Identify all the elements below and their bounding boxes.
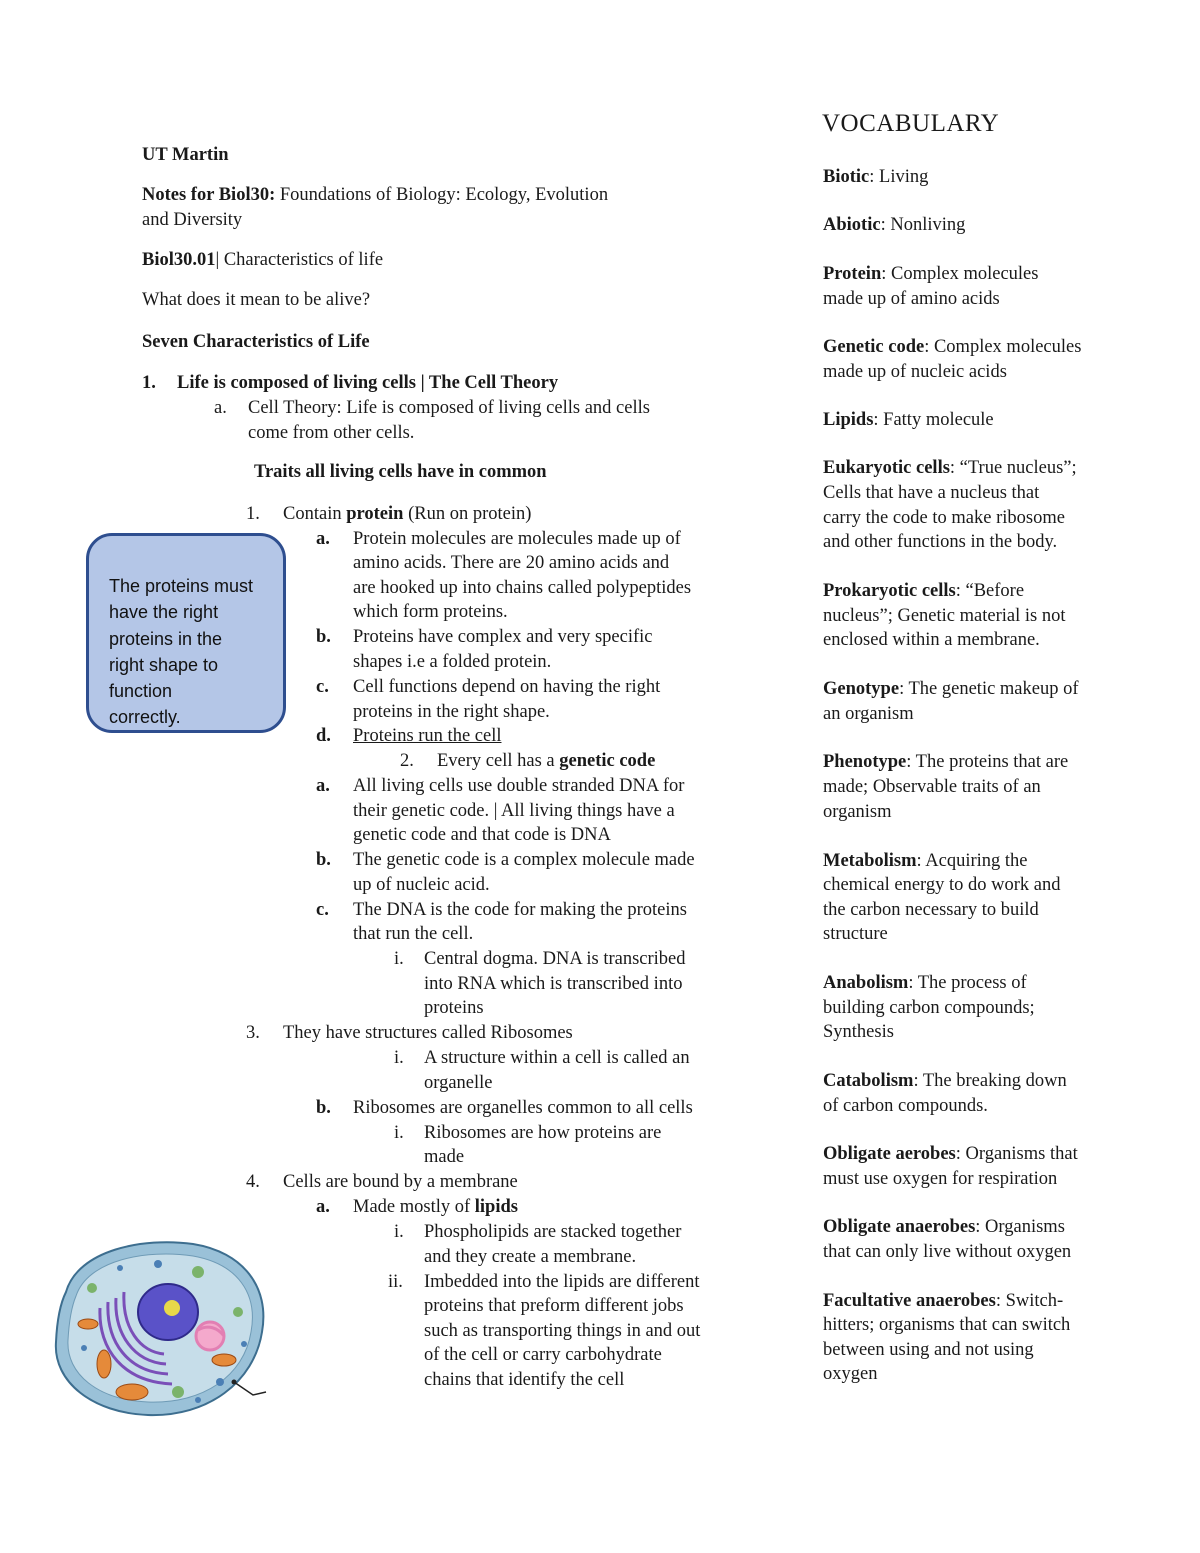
outline-text: which form proteins. xyxy=(353,602,508,622)
outline-text: Cell functions depend on having the right xyxy=(353,677,661,697)
callout-text: function xyxy=(109,681,173,702)
trait-3: They have structures called Ribosomes xyxy=(283,1023,573,1043)
outline-text: Protein molecules are molecules made up of xyxy=(353,529,681,549)
outline-marker: i. xyxy=(394,949,404,969)
vocab-catabolism-cont: of carbon compounds. xyxy=(823,1096,988,1116)
trait-number: 3. xyxy=(246,1023,260,1043)
outline-text: proteins in the right shape. xyxy=(353,702,550,722)
question-line: What does it mean to be alive? xyxy=(142,290,371,310)
outline-text: Central dogma. DNA is transcribed xyxy=(424,949,686,969)
traits-heading: Traits all living cells have in common xyxy=(254,462,547,482)
trait-number: 4. xyxy=(246,1172,260,1192)
outline-text: Made mostly of lipids xyxy=(353,1197,518,1217)
vocab-obligate-anaerobes-cont: that can only live without oxygen xyxy=(823,1242,1072,1262)
outline-text: proteins that preform different jobs xyxy=(424,1296,684,1316)
vocab-genetic-code: Genetic code: Complex molecules xyxy=(823,337,1082,357)
outline-marker: b. xyxy=(316,1098,331,1118)
outline-marker: b. xyxy=(316,850,331,870)
vocab-anabolism: Anabolism: The process of xyxy=(823,973,1027,993)
section-line: Biol30.01| Characteristics of life xyxy=(142,250,384,270)
outline-text: come from other cells. xyxy=(248,423,415,443)
golgi-apparatus xyxy=(196,1322,224,1350)
animal-cell-illustration xyxy=(48,1232,272,1422)
vocab-protein: Protein: Complex molecules xyxy=(823,264,1039,284)
vocab-metabolism: Metabolism: Acquiring the xyxy=(823,851,1028,871)
outline-text: made xyxy=(424,1147,465,1167)
outline-text: Imbedded into the lipids are different xyxy=(424,1272,700,1292)
vocab-prokaryotic: Prokaryotic cells: “Before xyxy=(823,581,1025,601)
outline-text: chains that identify the cell xyxy=(424,1370,625,1390)
outline-text: Phospholipids are stacked together xyxy=(424,1222,682,1242)
pointer-dot xyxy=(232,1380,237,1385)
vocab-protein-cont: made up of amino acids xyxy=(823,289,1000,309)
outline-text-underlined: Proteins run the cell xyxy=(353,726,502,746)
outline-text: organelle xyxy=(424,1073,493,1093)
vocab-prokaryotic-cont: enclosed within a membrane. xyxy=(823,630,1040,650)
callout-text: proteins in the xyxy=(109,628,223,649)
vocab-biotic: Biotic: Living xyxy=(823,167,929,187)
outline-text: into RNA which is transcribed into xyxy=(424,974,683,994)
outline-text: All living cells use double stranded DNA for xyxy=(353,776,685,796)
outline-text: genetic code and that code is DNA xyxy=(353,825,611,845)
vocab-obligate-aerobes-cont: must use oxygen for respiration xyxy=(823,1169,1058,1189)
outline-text: Proteins have complex and very specific xyxy=(353,627,653,647)
outline-text: such as transporting things in and out xyxy=(424,1321,701,1341)
outline-marker: c. xyxy=(316,900,329,920)
vocab-metabolism-cont: the carbon necessary to build xyxy=(823,900,1039,920)
section-heading: Seven Characteristics of Life xyxy=(142,332,370,352)
trait-number: 1. xyxy=(246,504,260,524)
vocab-genotype-cont: an organism xyxy=(823,704,914,724)
outline-text: shapes i.e a folded protein. xyxy=(353,652,552,672)
course-line-2: and Diversity xyxy=(142,210,243,230)
vocab-lipids: Lipids: Fatty molecule xyxy=(823,410,994,430)
trait-1: Contain protein (Run on protein) xyxy=(283,504,532,524)
vocab-phenotype-cont: made; Observable traits of an xyxy=(823,777,1041,797)
outline-marker: b. xyxy=(316,627,331,647)
vocab-phenotype: Phenotype: The proteins that are xyxy=(823,752,1069,772)
outline-text: up of nucleic acid. xyxy=(353,875,490,895)
trait-4: Cells are bound by a membrane xyxy=(283,1172,518,1192)
outline-marker: a. xyxy=(316,529,330,549)
outline-text: Ribosomes are organelles common to all cells xyxy=(353,1098,693,1118)
vocab-anabolism-cont: building carbon compounds; xyxy=(823,998,1035,1018)
vocab-eukaryotic-cont: and other functions in the body. xyxy=(823,532,1058,552)
vocab-genetic-code-cont: made up of nucleic acids xyxy=(823,362,1007,382)
callout-text: right shape to xyxy=(109,654,219,675)
vocab-catabolism: Catabolism: The breaking down xyxy=(823,1071,1067,1091)
outline-text: The genetic code is a complex molecule made xyxy=(353,850,695,870)
vocab-eukaryotic-cont: carry the code to make ribosome xyxy=(823,508,1065,528)
institution-name: UT Martin xyxy=(142,145,229,165)
vocab-facultative-anaerobes-cont: between using and not using xyxy=(823,1340,1034,1360)
vocab-obligate-anaerobes: Obligate anaerobes: Organisms xyxy=(823,1217,1065,1237)
outline-marker: a. xyxy=(214,398,227,418)
vocab-anabolism-cont: Synthesis xyxy=(823,1022,894,1042)
vocab-metabolism-cont: chemical energy to do work and xyxy=(823,875,1061,895)
callout-text: correctly. xyxy=(109,707,181,728)
vocab-metabolism-cont: structure xyxy=(823,924,888,944)
outline-text: The DNA is the code for making the proteins xyxy=(353,900,687,920)
course-line: Notes for Biol30: Foundations of Biology: Ecology, Evolution xyxy=(142,185,609,205)
trait-number: 2. xyxy=(400,751,414,771)
outline-text: that run the cell. xyxy=(353,924,474,944)
vocab-eukaryotic-cont: Cells that have a nucleus that xyxy=(823,483,1040,503)
callout-box xyxy=(86,533,286,733)
vocab-phenotype-cont: organism xyxy=(823,802,892,822)
vocab-facultative-anaerobes: Facultative anaerobes: Switch- xyxy=(823,1291,1064,1311)
nucleus xyxy=(138,1284,198,1340)
outline-marker: c. xyxy=(316,677,329,697)
trait-2: Every cell has a genetic code xyxy=(437,751,656,771)
vocab-prokaryotic-cont: nucleus”; Genetic material is not xyxy=(823,606,1066,626)
vocab-abiotic: Abiotic: Nonliving xyxy=(823,215,966,235)
outline-marker: d. xyxy=(316,726,331,746)
outline-marker: i. xyxy=(394,1048,404,1068)
outline-text: Cell Theory: Life is composed of living cells and cells xyxy=(248,398,650,418)
vocab-facultative-anaerobes-cont: hitters; organisms that can switch xyxy=(823,1315,1071,1335)
outline-item-1: 1. xyxy=(142,373,156,393)
outline-marker: i. xyxy=(394,1222,404,1242)
outline-text: of the cell or carry carbohydrate xyxy=(424,1345,662,1365)
outline-text: and they create a membrane. xyxy=(424,1247,637,1267)
outline-text: proteins xyxy=(424,998,484,1018)
outline-text: Ribosomes are how proteins are xyxy=(424,1123,662,1143)
callout-text: have the right xyxy=(109,602,219,623)
pointer-line xyxy=(234,1382,266,1395)
vocab-genotype: Genotype: The genetic makeup of xyxy=(823,679,1079,699)
outline-text: are hooked up into chains called polypeptides xyxy=(353,578,692,598)
outline-marker: a. xyxy=(316,776,330,796)
outline-text: amino acids. There are 20 amino acids and xyxy=(353,553,670,573)
nucleolus xyxy=(164,1300,180,1316)
vocab-facultative-anaerobes-cont: oxygen xyxy=(823,1364,878,1384)
outline-item-1-title: Life is composed of living cells | The Cell Theory xyxy=(177,373,559,393)
outline-marker: i. xyxy=(394,1123,404,1143)
vocab-obligate-aerobes: Obligate aerobes: Organisms that xyxy=(823,1144,1078,1164)
vocabulary-heading: VOCABULARY xyxy=(822,110,1000,137)
outline-marker: a. xyxy=(316,1197,330,1217)
vocab-eukaryotic: Eukaryotic cells: “True nucleus”; xyxy=(823,458,1077,478)
outline-text: A structure within a cell is called an xyxy=(424,1048,690,1068)
callout-text: The proteins must xyxy=(109,576,254,596)
outline-text: their genetic code. | All living things have a xyxy=(353,801,675,821)
outline-marker: ii. xyxy=(388,1272,403,1292)
